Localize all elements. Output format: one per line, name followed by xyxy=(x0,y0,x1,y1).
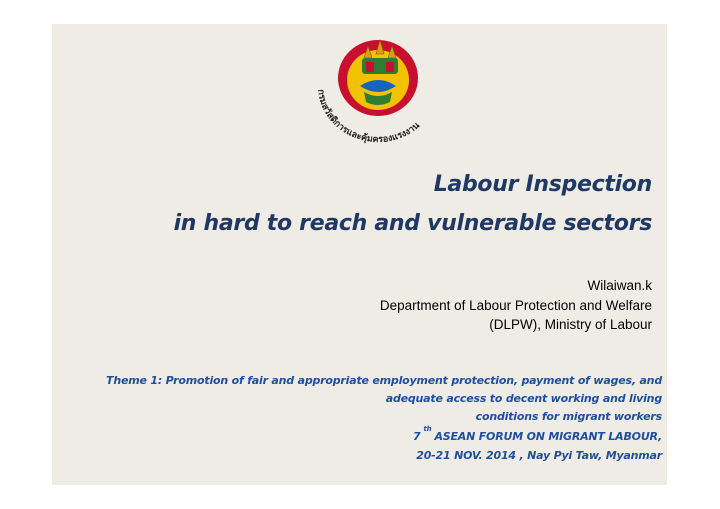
forum-sup: th xyxy=(423,425,432,433)
svg-text:กรมสวัสดิการและคุ้มครองแรงงาน: กรมสวัสดิการและคุ้มครองแรงงาน xyxy=(315,88,422,146)
author-department: Department of Labour Protection and Welfare xyxy=(379,298,652,313)
forum-date-place: 20-21 NOV. 2014 , Nay Pyi Taw, Myanmar xyxy=(416,449,662,462)
author-name: Wilaiwan.k xyxy=(587,278,652,293)
forum-number: 7 xyxy=(413,430,421,443)
theme-line-2: adequate access to decent working and living xyxy=(385,392,662,405)
author-ministry: (DLPW), Ministry of Labour xyxy=(489,317,652,332)
theme-line-1: Theme 1: Promotion of fair and appropriate employment protection, payment of wages, and xyxy=(106,374,662,387)
dlpw-seal-logo xyxy=(308,28,448,154)
forum-line xyxy=(413,425,662,443)
title-line-1: Labour Inspection xyxy=(433,172,652,197)
theme-line-3: conditions for migrant workers xyxy=(475,410,662,423)
title-line-2: in hard to reach and vulnerable sectors xyxy=(173,211,652,236)
forum-name: ASEAN FORUM ON MIGRANT LABOUR, xyxy=(434,430,662,443)
